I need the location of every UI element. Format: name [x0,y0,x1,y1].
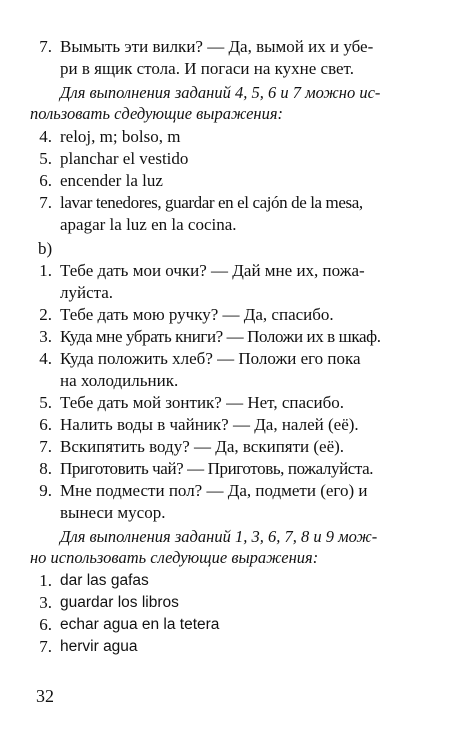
item-number: 1. [39,571,52,590]
note-line: но использовать следующие выражения: [30,548,319,567]
item-number: 3. [39,327,52,346]
item-number: 7. [39,637,52,656]
list-item [30,126,434,148]
list-item [30,480,434,524]
item-number: 5. [39,393,52,412]
list-item [30,192,434,236]
note-line: Для выполнения заданий 4, 5, 6 и 7 можно ис- [60,83,381,102]
item-number: 4. [39,127,52,146]
list-item [30,592,434,614]
item-line: луйста. [60,283,114,302]
item-number: 2. [39,305,52,324]
item-text: Вскипятить воду? — Да, вскипяти (её). [60,437,345,456]
item-text: reloj, m; bolso, m [60,127,181,146]
section-label: b) [38,239,53,258]
item-text: planchar el vestido [60,149,189,168]
list-item [30,260,434,304]
item-text [52,260,434,304]
list-item [30,392,434,414]
list-item [30,414,434,436]
list-item [30,148,434,170]
list-item [30,326,434,348]
item-number: 1. [39,261,52,280]
item-number: 7. [39,193,52,212]
list-item [30,348,434,392]
list-item [30,436,434,458]
note-line: Для выполнения заданий 1, 3, 6, 7, 8 и 9 мож- [60,527,378,546]
item-text: Приготовить чай? — Приготовь, пожалуйста. [60,459,374,478]
item-text: Куда мне убрать книги? — Положи их в шкаф. [60,327,381,346]
list-item [30,304,434,326]
item-text: encender la luz [60,171,163,190]
item-line: на холодильник. [60,371,179,390]
item-number: 8. [39,459,52,478]
item-text: Тебе дать мою ручку? — Да, спасибо. [60,305,334,324]
page-content [30,36,434,658]
list-item [30,170,434,192]
item-number: 5. [39,149,52,168]
item-text: guardar los libros [60,594,179,611]
item-number: 6. [39,415,52,434]
list-item [30,636,434,658]
item-number: 6. [39,171,52,190]
list-item [30,570,434,592]
item-line: Тебе дать мои очки? — Дай мне их, пожа- [60,261,365,280]
list-item [30,36,434,80]
item-line: Вымыть эти вилки? — Да, вымой их и убе- [60,37,374,56]
item-number: 7. [39,37,52,56]
item-text: Тебе дать мой зонтик? — Нет, спасибо. [60,393,345,412]
item-text: dar las gafas [60,572,149,589]
note-line: пользовать сдедующие выражения: [30,104,284,123]
item-number: 9. [39,481,52,500]
item-text [52,36,434,80]
item-text [52,480,434,524]
instruction-note [30,526,434,568]
item-text [52,348,434,392]
list-item [30,458,434,480]
item-text: echar agua en la tetera [60,616,220,633]
item-number: 3. [39,593,52,612]
item-line: lavar tenedores, guardar en el cajón de la mesa, [60,193,363,212]
page-number: 32 [36,686,54,706]
item-text: hervir agua [60,638,138,655]
item-line: ри в ящик стола. И погаси на кухне свет. [60,59,354,78]
item-line: вынеси мусор. [60,503,166,522]
item-number: 7. [39,437,52,456]
item-text: Налить воды в чайник? — Да, налей (её). [60,415,359,434]
item-line: Мне подмести пол? — Да, подмети (его) и [60,481,368,500]
item-line: apagar la luz en la cocina. [60,215,237,234]
item-number: 4. [39,349,52,368]
item-text [52,192,434,236]
item-line: Куда положить хлеб? — Положи его пока [60,349,361,368]
instruction-note [30,82,434,124]
item-number: 6. [39,615,52,634]
list-item [30,614,434,636]
